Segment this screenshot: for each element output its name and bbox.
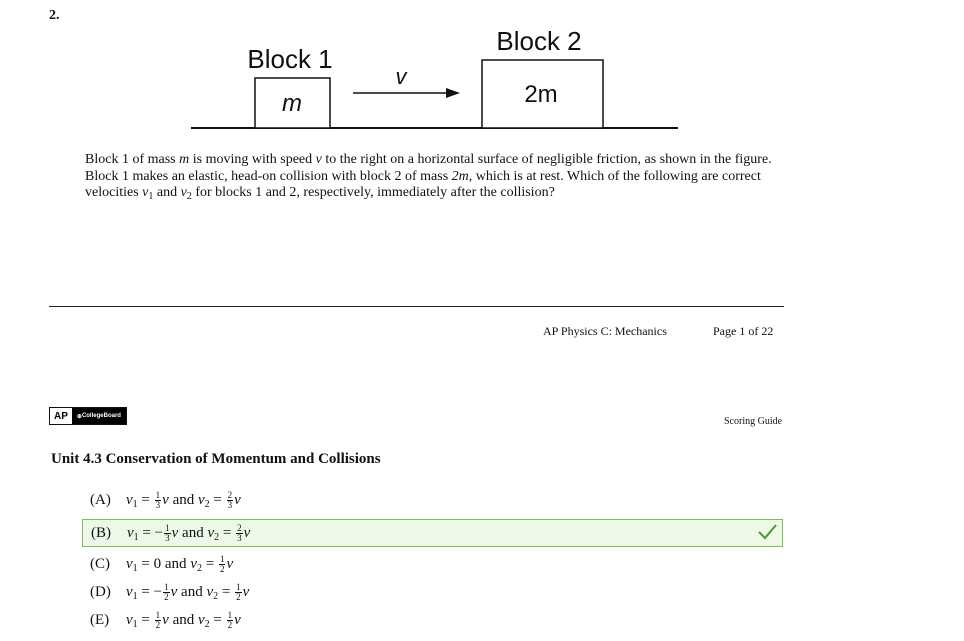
option-letter: (D) [90,583,111,600]
option-expression: $v_1$ = − $\frac{1}{2}$ v and $v_2$ = $\frac{1}{2}$ v [126,581,250,602]
block-1-label: Block 1 [247,44,333,74]
checkmark-icon [756,522,778,542]
collegeboard-logo: ⊕ CollegeBoard [72,408,126,424]
question-number: 2. [49,8,60,23]
option-letter: (A) [90,491,111,508]
question-stem: Block 1 of mass m is moving with speed v to the right on a horizontal surface of negligible friction, as shown in the figure. Block 1 makes an elastic, head-on collision with block 2 of mass 2m, which is at rest. Which of the following are correct velocities $v_1$ and $v_2$ for blocks 1 and 2, respectively, immediately after the collision? [85,152,772,202]
fraction: $\frac{1}{3}$ [165,522,170,543]
block-2-mass: 2m [524,81,558,108]
fraction: $\frac{1}{2}$ [164,581,169,602]
option-expression: $v_1$ = $\frac{1}{3}$ v and $v_2$ = $\frac{2}{3}$ v [126,489,241,510]
option-expression: $v_1$ = $\frac{1}{2}$ v and $v_2$ = $\frac{1}{2}$ v [126,609,241,630]
velocity-arrow-icon [353,88,460,98]
option-letter: (C) [90,555,110,572]
fraction: $\frac{1}{3}$ [155,489,161,510]
option-letter: (E) [90,611,110,628]
option-expression: $v_1$ = − $\frac{1}{3}$ v and $v_2$ = $\frac{2}{3}$ v [127,522,251,543]
scoring-guide-label: Scoring Guide [724,416,783,427]
answer-option-b[interactable] [82,519,783,547]
fraction: $\frac{1}{2}$ [155,609,161,630]
fraction: $\frac{1}{2}$ [227,609,233,630]
answer-option-a[interactable] [82,486,783,514]
fraction: $\frac{1}{2}$ [219,553,225,574]
fraction: $\frac{2}{3}$ [237,522,242,543]
collision-figure [0,0,964,150]
fraction: $\frac{1}{2}$ [236,581,241,602]
answer-option-e[interactable] [82,606,783,634]
fraction: $\frac{2}{3}$ [227,489,233,510]
answer-option-d[interactable] [82,578,783,606]
answer-option-c[interactable] [82,550,783,578]
block-1-mass: m [282,90,302,117]
block-2-label: Block 2 [496,26,582,56]
page-divider [49,306,784,307]
course-name: AP Physics C: Mechanics [543,324,667,338]
ap-logo: AP [50,408,72,424]
ap-collegeboard-logo [49,407,127,425]
option-letter: (B) [91,524,111,541]
unit-title: Unit 4.3 Conservation of Momentum and Collisions [51,451,381,467]
page-number: Page 1 of 22 [713,324,774,338]
option-expression: $v_1 = 0$ and $v_2$ = $\frac{1}{2}$ v [126,553,234,574]
velocity-label: v [395,64,407,89]
